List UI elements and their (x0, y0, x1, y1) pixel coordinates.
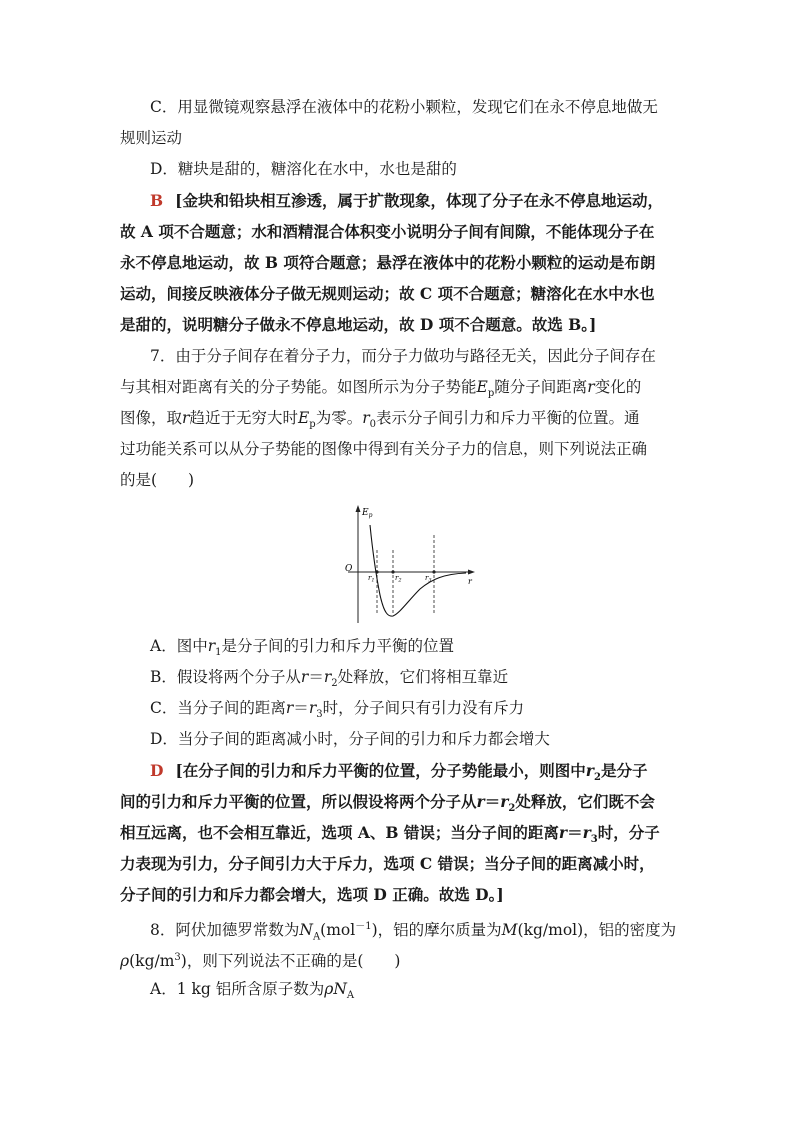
option-c: C．当分子间的距离$r=r_3$时，分子间只有引力没有斥力 (150, 699, 525, 721)
potential-energy-curve (370, 525, 466, 616)
question-8-line1: 8．阿伏加德罗常数为$N_A(mol^{-1})$，铝的摩尔质量为M(kg/mol)，铝的密度为 (150, 921, 677, 943)
answer-6-line1 (150, 190, 663, 212)
answer-6-line4: 运动，间接反映液体分子做无规则运动；故 C 项不合题意；糖溶化在水中水也 (120, 284, 655, 303)
question-7-line1: 7．由于分子间存在着分子力，而分子力做功与路径无关，因此分子间存在 (150, 347, 656, 365)
question-7-line3: 图像，取r趋近于无穷大时$E_p$为零。$r_0$表示分子间引力和斥力平衡的位置。通 (120, 409, 640, 431)
question-7-line2: 与其相对距离有关的分子势能。如图所示为分子势能$E_p$随分子间距离r变化的 (120, 378, 642, 400)
x-axis-label: r (468, 577, 472, 586)
answer-7-line1: D [在分子间的引力和斥力平衡的位置，分子势能最小，则图中$r_2$是分子 (150, 761, 648, 784)
question-8-line2: $\rho(kg/m^3)$，则下列说法不正确的是( ) (120, 952, 401, 971)
answer-7-line4: 力表现为引力，分子间引力大于斥力，选项 C 错误；当分子间的距离减小时， (120, 854, 655, 873)
answer-6-line3: 永不停息地运动，故 B 项符合题意；悬浮在液体中的花粉小颗粒的运动是布朗 (120, 253, 656, 272)
option-c-prev-line2: 规则运动 (120, 129, 183, 147)
y-axis-label: $E_p$ (362, 508, 373, 519)
option-d-prev: D．糖块是甜的，糖溶化在水中，水也是甜的 (150, 160, 457, 178)
r3-point (432, 570, 435, 573)
question-7-line4: 过功能关系可以从分子势能的图像中得到有关分子力的信息，则下列说法正确 (120, 440, 648, 458)
r1-label: $r_1$ (368, 574, 375, 584)
x-axis-arrow (468, 570, 475, 575)
r2-label: $r_2$ (395, 574, 402, 584)
answer-7-line5: 分子间的引力和斥力都会增大，选项 D 正确。故选 D。] (120, 885, 504, 904)
answer-6-line2: 故 A 项不合题意；水和酒精混合体积变小说明分子间有间隙，不能体现分子在 (120, 222, 655, 241)
option-c-prev-line1: C．用显微镜观察悬浮在液体中的花粉小颗粒，发现它们在永不停息地做无 (150, 98, 658, 116)
option-a: A．图中$r_1$是分子间的引力和斥力平衡的位置 (150, 637, 455, 659)
origin-label: O (345, 564, 353, 574)
answer-6-letter: B (150, 191, 164, 210)
question-8-option-a: A．1 kg 铝所含原子数为$\rho N_A$ (150, 980, 355, 1002)
answer-7-letter: D (150, 761, 164, 780)
answer-6-line5: 是甜的，说明糖分子做永不停息地运动，故 D 项不合题意。故选 B。] (120, 315, 597, 334)
option-d: D．当分子间的距离减小时，分子间的引力和斥力都会增大 (150, 730, 550, 748)
answer-7-line3: 相互远离，也不会相互靠近，选项 A、B 错误；当分子间的距离$r=r_3$时，分子 (120, 823, 660, 846)
y-axis-arrow (356, 505, 361, 512)
answer-6-text: [金块和铅块相互渗透，属于扩散现象，体现了分子在永不停息地运动， (175, 191, 663, 210)
answer-7-line2: 间的引力和斥力平衡的位置，所以假设将两个分子从$r=r_2$处释放，它们既不会 (120, 792, 655, 815)
option-b: B．假设将两个分子从$r=r_2$处释放，它们将相互靠近 (150, 668, 509, 690)
potential-energy-graph (340, 505, 475, 625)
r3-label: $r_3$ (425, 574, 432, 584)
question-7-line5: 的是( ) (120, 471, 195, 489)
